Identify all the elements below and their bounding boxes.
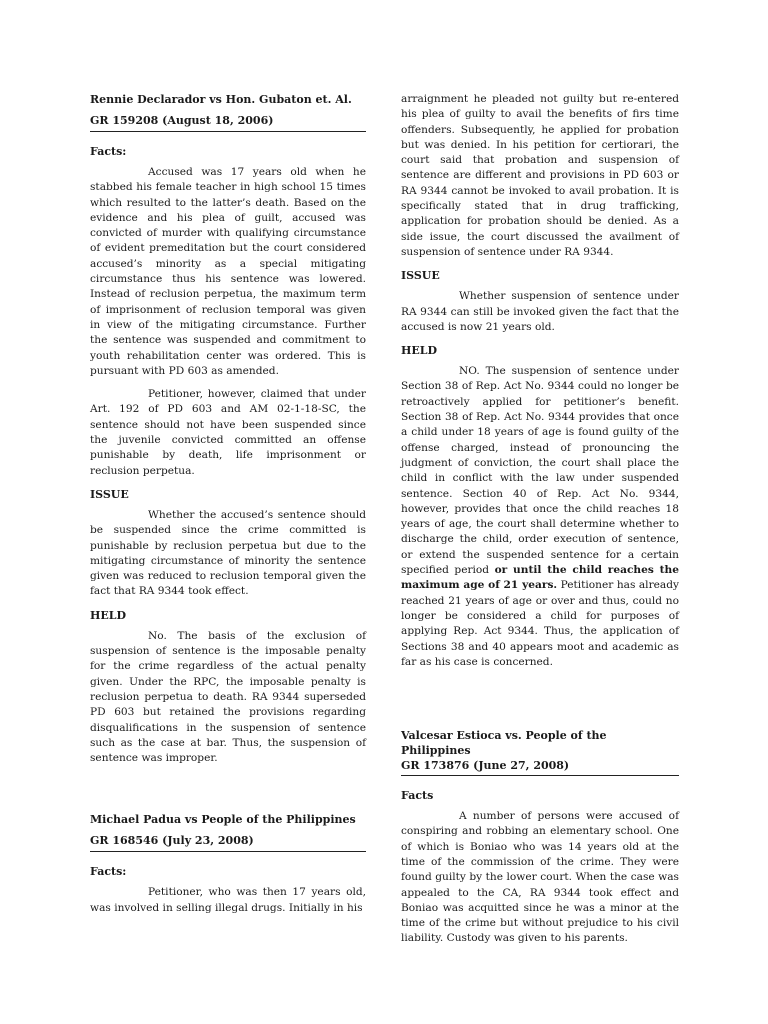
held-text-end: Petitioner has already reached 21 years of age or over and thus, could no longer be considered a child for purposes of applying Rep. Act 9344. Thus, the application of Sections 38 and 40 appears moot and academic as far as his case is concerned. (401, 579, 679, 668)
held-paragraph (401, 364, 679, 670)
left-column (90, 92, 366, 916)
facts-label: Facts: (90, 865, 127, 879)
held-paragraph: No. The basis of the exclusion of suspension of sentence is the imposable penalty for the crime regardless of the actual penalty given. Under the RPC, the imposable penalty is reclusion perpetua to death. RA 9344 superseded PD 603 but retained the provisions regarding disqualifications in the suspension of sentence such as the case at bar. Thus, the suspension of sentence was improper. (90, 629, 366, 765)
case-title-declarador: Rennie Declarador vs Hon. Gubaton et. Al. (90, 93, 352, 106)
facts-label: Facts: (90, 145, 127, 158)
case-gr-declarador: GR 159208 (August 18, 2006) (90, 113, 366, 132)
right-column (401, 92, 679, 947)
held-label: HELD (401, 344, 438, 358)
case-gr-estioca: GR 173876 (June 27, 2008) (401, 758, 679, 776)
case-title-estioca: Valcesar Estioca vs. People of the Philippines (401, 729, 607, 758)
facts-paragraph: Accused was 17 years old when he stabbed his female teacher in high school 15 times which resulted to the latter’s death. Based on the evidence and his plea of guilt, accused was convicted of murder with qualifying circumstance of evident premeditation but the court considered accused’s minority as a special mitigating circumstance thus his sentence was lowered. Instead of reclusion perpetua, the maximum term of imprisonment of reclusion temporal was given in view of the mitigating circumstance. Further the sentence was suspended and commitment to youth rehabilitation center was ordered. This is pursuant with PD 603 as amended. (90, 166, 366, 377)
facts-paragraph: Petitioner, however, claimed that under Art. 192 of PD 603 and AM 02-1-18-SC, the sentence should not have been suspended since the juvenile convicted committed an offense punishable by death, life imprisonment or reclusion perpetua. (90, 388, 366, 477)
held-bold-text: or until the child reaches the maximum age of 21 years. (401, 564, 679, 592)
held-label: HELD (90, 608, 127, 622)
issue-label: ISSUE (401, 269, 440, 283)
issue-paragraph: Whether suspension of sentence under RA 9344 can still be invoked given the fact that the accused is now 21 years old. (401, 290, 679, 333)
held-text: NO. The suspension of sentence under Section 38 of Rep. Act No. 9344 could no longer be retroactively applied for petitioner’s benefit. Section 38 of Rep. Act No. 9344 provides that once a child under 18 years of age is found guilty of the offense charged, instead of pronouncing the judgment of conviction, the court shall place the child in conflict with the law under suspended sentence. Section 40 of Rep. Act No. 9344, however, provides that once the child reaches 18 years of age, the court shall determine whether to discharge the child, order execution of sentence, or extend the suspended sentence for a certain specified period (401, 365, 679, 577)
facts-paragraph: A number of persons were accused of conspiring and robbing an elementary school. One of which is Boniao who was 14 years old at the time of the commission of the crime. They were found guilty by the lower court. When the case was appealed to the CA, RA 9344 took effect and Boniao was acquitted since he was a minor at the time of the crime but without prejudice to his civil liability. Custody was given to his parents. (401, 810, 679, 945)
facts-paragraph: Petitioner, who was then 17 years old, was involved in selling illegal drugs. Initially in his (90, 886, 366, 914)
facts-label: Facts (401, 789, 434, 803)
issue-paragraph: Whether the accused’s sentence should be suspended since the crime committed is punishable by reclusion perpetua but due to the mitigating circumstance of minority the sentence given was reduced to reclusion temporal given the fact that RA 9344 took effect. (90, 508, 366, 598)
case-title-padua: Michael Padua vs People of the Philippines (90, 813, 356, 827)
facts-paragraph-continued: arraignment he pleaded not guilty but re-entered his plea of guilty to avail the benefits of firs time offenders. Subsequently, he applied for probation but was denied. In his petition for certiorari, the court said that probation and suspension of sentence are different and provisions in PD 603 or RA 9344 cannot be invoked to avail probation. It is specifically stated that in drug trafficking, application for probation should be denied. As a side issue, the court discussed the availment of suspension of sentence under RA 9344. (401, 93, 679, 258)
case-gr-padua: GR 168546 (July 23, 2008) (90, 833, 366, 852)
issue-label: ISSUE (90, 487, 129, 501)
